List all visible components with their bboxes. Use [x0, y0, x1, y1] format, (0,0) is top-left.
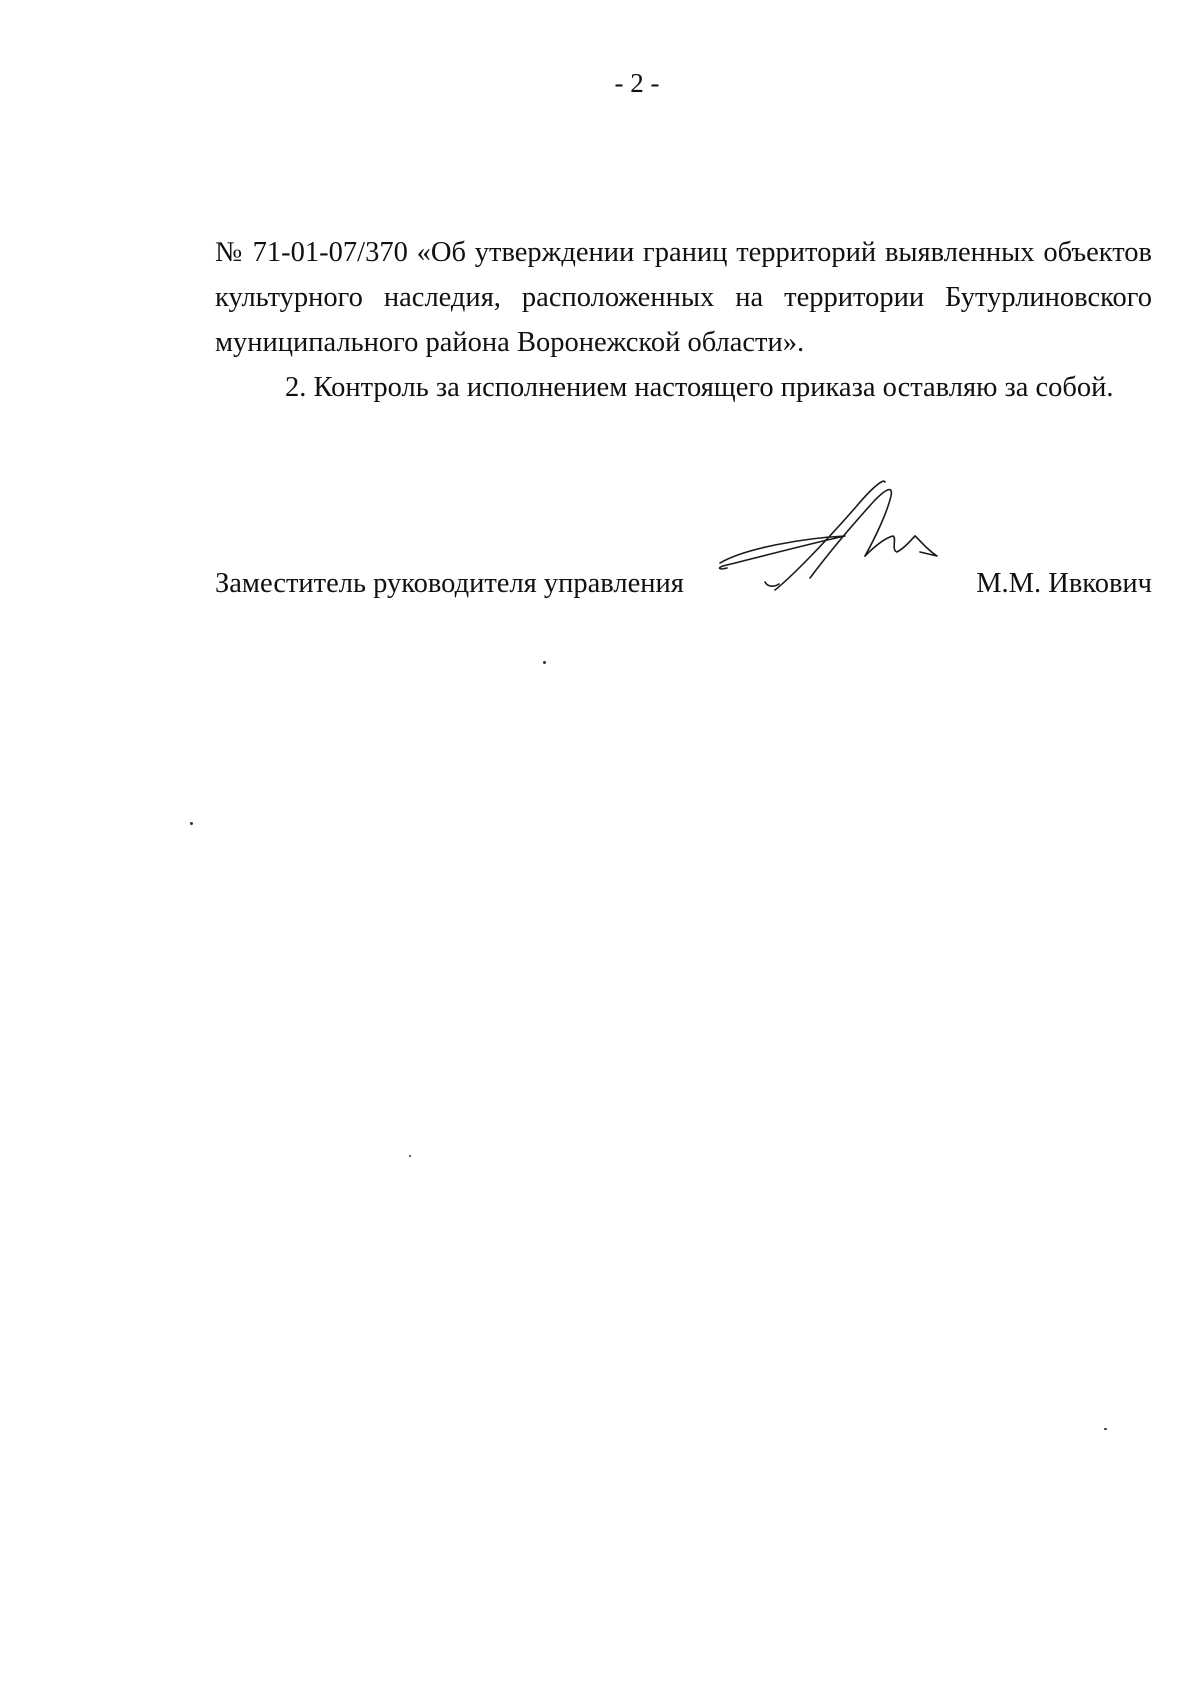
document-body	[215, 230, 1152, 410]
text-line: № 71-01-07/370 «Об утверждении границ территорий выявленных объектов	[215, 237, 1152, 268]
page-number: - 2 -	[614, 68, 660, 98]
paragraph-continuation	[215, 230, 1152, 365]
scan-speck	[409, 1155, 411, 1157]
handwritten-signature	[715, 478, 955, 603]
scan-speck	[190, 822, 193, 825]
scan-speck	[543, 661, 546, 664]
signature-block	[215, 560, 1152, 620]
signer-name: М.М. Ивкович	[976, 568, 1152, 599]
text-line: муниципального района Воронежской области».	[215, 327, 805, 358]
paragraph-control-clause: 2. Контроль за исполнением настоящего приказа оставляю за собой.	[285, 372, 1114, 403]
text-line: культурного наследия, расположенных на территории Бутурлиновского	[215, 282, 1152, 313]
signer-title: Заместитель руководителя управления	[215, 568, 684, 599]
scan-speck	[1104, 1428, 1107, 1430]
